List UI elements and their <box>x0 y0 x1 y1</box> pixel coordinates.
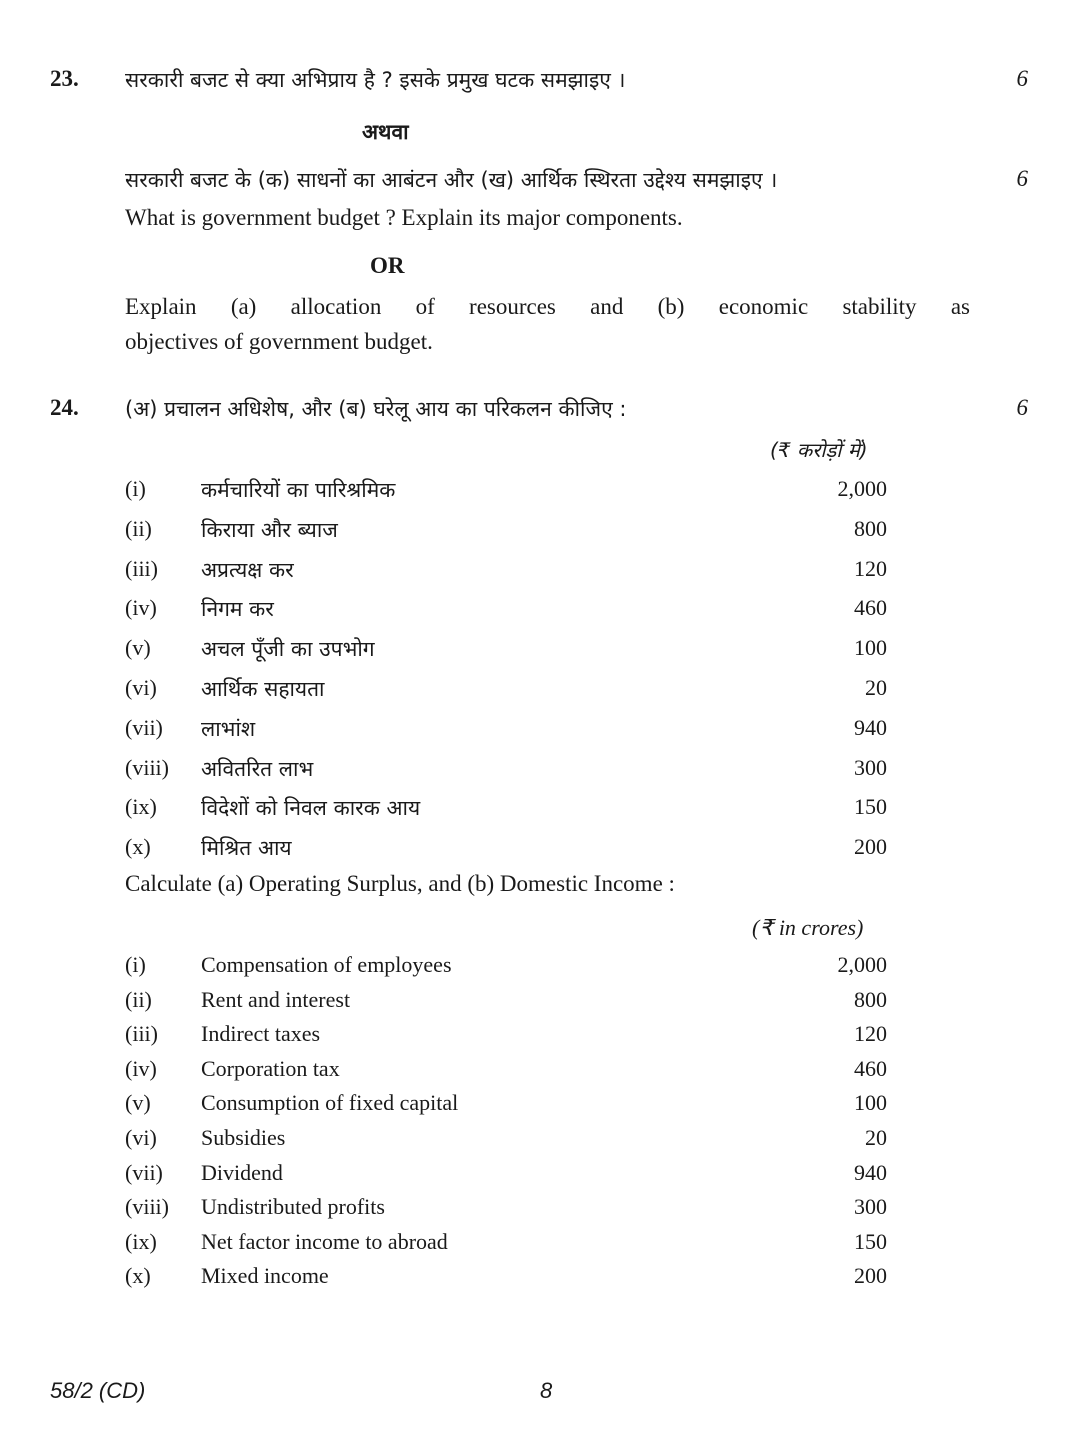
table-row <box>125 1160 887 1194</box>
item-value: 100 <box>854 1090 887 1116</box>
item-number: (vii) <box>125 1159 163 1185</box>
table-row <box>125 834 887 868</box>
item-number: (iii) <box>125 1021 158 1047</box>
question-23-marks: 6 <box>1016 66 1028 91</box>
table-row <box>125 635 887 669</box>
item-value: 200 <box>854 1263 887 1289</box>
item-number: (iv) <box>125 1055 157 1081</box>
item-value: 2,000 <box>837 476 887 501</box>
item-number: (viii) <box>125 754 169 780</box>
item-value: 460 <box>854 595 887 621</box>
item-value: 300 <box>854 754 887 780</box>
item-number: (vii) <box>125 714 163 740</box>
item-number: (v) <box>125 635 151 661</box>
item-value: 120 <box>854 555 887 581</box>
table-row <box>125 675 887 709</box>
item-label: अप्रत्यक्ष कर <box>201 557 294 582</box>
item-number: (i) <box>125 476 146 501</box>
question-23-hindi-text: सरकारी बजट से क्या अभिप्राय है ? इसके प्रमुख घटक समझाइए । <box>125 68 626 92</box>
question-23-alt-marks: 6 <box>1016 166 1028 191</box>
item-value: 940 <box>854 714 887 740</box>
item-label: लाभांश <box>201 716 256 741</box>
table-row <box>125 794 887 828</box>
item-number: (ix) <box>125 794 157 820</box>
item-number: (vi) <box>125 1125 157 1150</box>
item-value: 200 <box>854 834 887 860</box>
item-label: अचल पूँजी का उपभोग <box>201 637 375 662</box>
item-number: (iii) <box>125 555 158 581</box>
english-or-separator: OR <box>370 253 405 278</box>
item-label: निगम कर <box>201 597 274 622</box>
item-number: (i) <box>125 952 146 977</box>
item-number: (v) <box>125 1090 151 1116</box>
item-label: Compensation of employees <box>201 952 452 977</box>
question-23-english-alt-text <box>125 289 970 359</box>
page-number: 8 <box>540 1378 553 1403</box>
item-number: (ix) <box>125 1228 157 1254</box>
hindi-unit-label: (₹ करोड़ों में) <box>770 438 868 462</box>
item-label: Rent and interest <box>201 986 351 1012</box>
item-label: अवितरित लाभ <box>201 756 314 781</box>
english-alt-line-2: objectives of government budget. <box>125 329 433 354</box>
item-label: Corporation tax <box>201 1055 340 1081</box>
table-row <box>125 952 887 986</box>
item-label: कर्मचारियों का पारिश्रमिक <box>201 478 396 502</box>
question-23-number: 23. <box>50 66 79 91</box>
item-value: 300 <box>854 1194 887 1220</box>
item-value: 2,000 <box>837 952 887 977</box>
item-value: 20 <box>865 1125 887 1150</box>
question-24-marks: 6 <box>1016 395 1028 420</box>
table-row <box>125 715 887 749</box>
item-label: Indirect taxes <box>201 1021 321 1047</box>
table-row <box>125 595 887 629</box>
table-row <box>125 1263 887 1297</box>
item-value: 150 <box>854 1228 887 1254</box>
item-number: (ii) <box>125 515 152 541</box>
question-24-hindi-text: (अ) प्रचालन अधिशेष, और (ब) घरेलू आय का परिकलन कीजिए : <box>125 397 627 421</box>
item-label: किराया और ब्याज <box>201 517 338 542</box>
paper-code: 58/2 (CD) <box>50 1378 146 1403</box>
item-label: विदेशों को निवल कारक आय <box>201 796 421 821</box>
table-row <box>125 1229 887 1263</box>
table-row <box>125 1090 887 1124</box>
item-value: 460 <box>854 1055 887 1081</box>
question-23-hindi-alt-text: सरकारी बजट के (क) साधनों का आबंटन और (ख) आर्थिक स्थिरता उद्देश्य समझाइए । <box>125 168 778 192</box>
item-value: 800 <box>854 515 887 541</box>
item-number: (x) <box>125 1263 151 1289</box>
item-label: Subsidies <box>201 1125 286 1150</box>
item-number: (iv) <box>125 595 157 621</box>
table-row <box>125 1056 887 1090</box>
question-23-english-text: What is government budget ? Explain its major components. <box>125 205 683 230</box>
table-row <box>125 755 887 789</box>
item-number: (vi) <box>125 675 157 700</box>
item-label: Undistributed profits <box>201 1194 385 1220</box>
table-row <box>125 556 887 590</box>
table-row <box>125 1021 887 1055</box>
item-number: (viii) <box>125 1194 169 1220</box>
question-24-number: 24. <box>50 395 79 420</box>
item-label: मिश्रित आय <box>201 836 292 861</box>
item-value: 940 <box>854 1159 887 1185</box>
table-row <box>125 987 887 1021</box>
table-row <box>125 1194 887 1228</box>
question-24-english-text: Calculate (a) Operating Surplus, and (b) Domestic Income : <box>125 871 675 896</box>
item-label: Net factor income to abroad <box>201 1228 448 1254</box>
item-value: 800 <box>854 986 887 1012</box>
item-label: Mixed income <box>201 1263 329 1289</box>
item-value: 150 <box>854 794 887 820</box>
table-row <box>125 1125 887 1159</box>
table-row <box>125 476 887 510</box>
item-value: 100 <box>854 635 887 661</box>
english-alt-line-1: Explain (a) allocation of resources and (b) economic stability as <box>125 294 970 319</box>
item-label: आर्थिक सहायता <box>201 677 325 701</box>
item-number: (x) <box>125 834 151 860</box>
table-row <box>125 516 887 550</box>
item-label: Dividend <box>201 1159 283 1185</box>
english-unit-label: (₹ in crores) <box>752 915 864 940</box>
item-number: (ii) <box>125 986 152 1012</box>
item-value: 20 <box>865 675 887 700</box>
item-label: Consumption of fixed capital <box>201 1090 459 1116</box>
hindi-or-separator: अथवा <box>362 120 409 144</box>
item-value: 120 <box>854 1021 887 1047</box>
